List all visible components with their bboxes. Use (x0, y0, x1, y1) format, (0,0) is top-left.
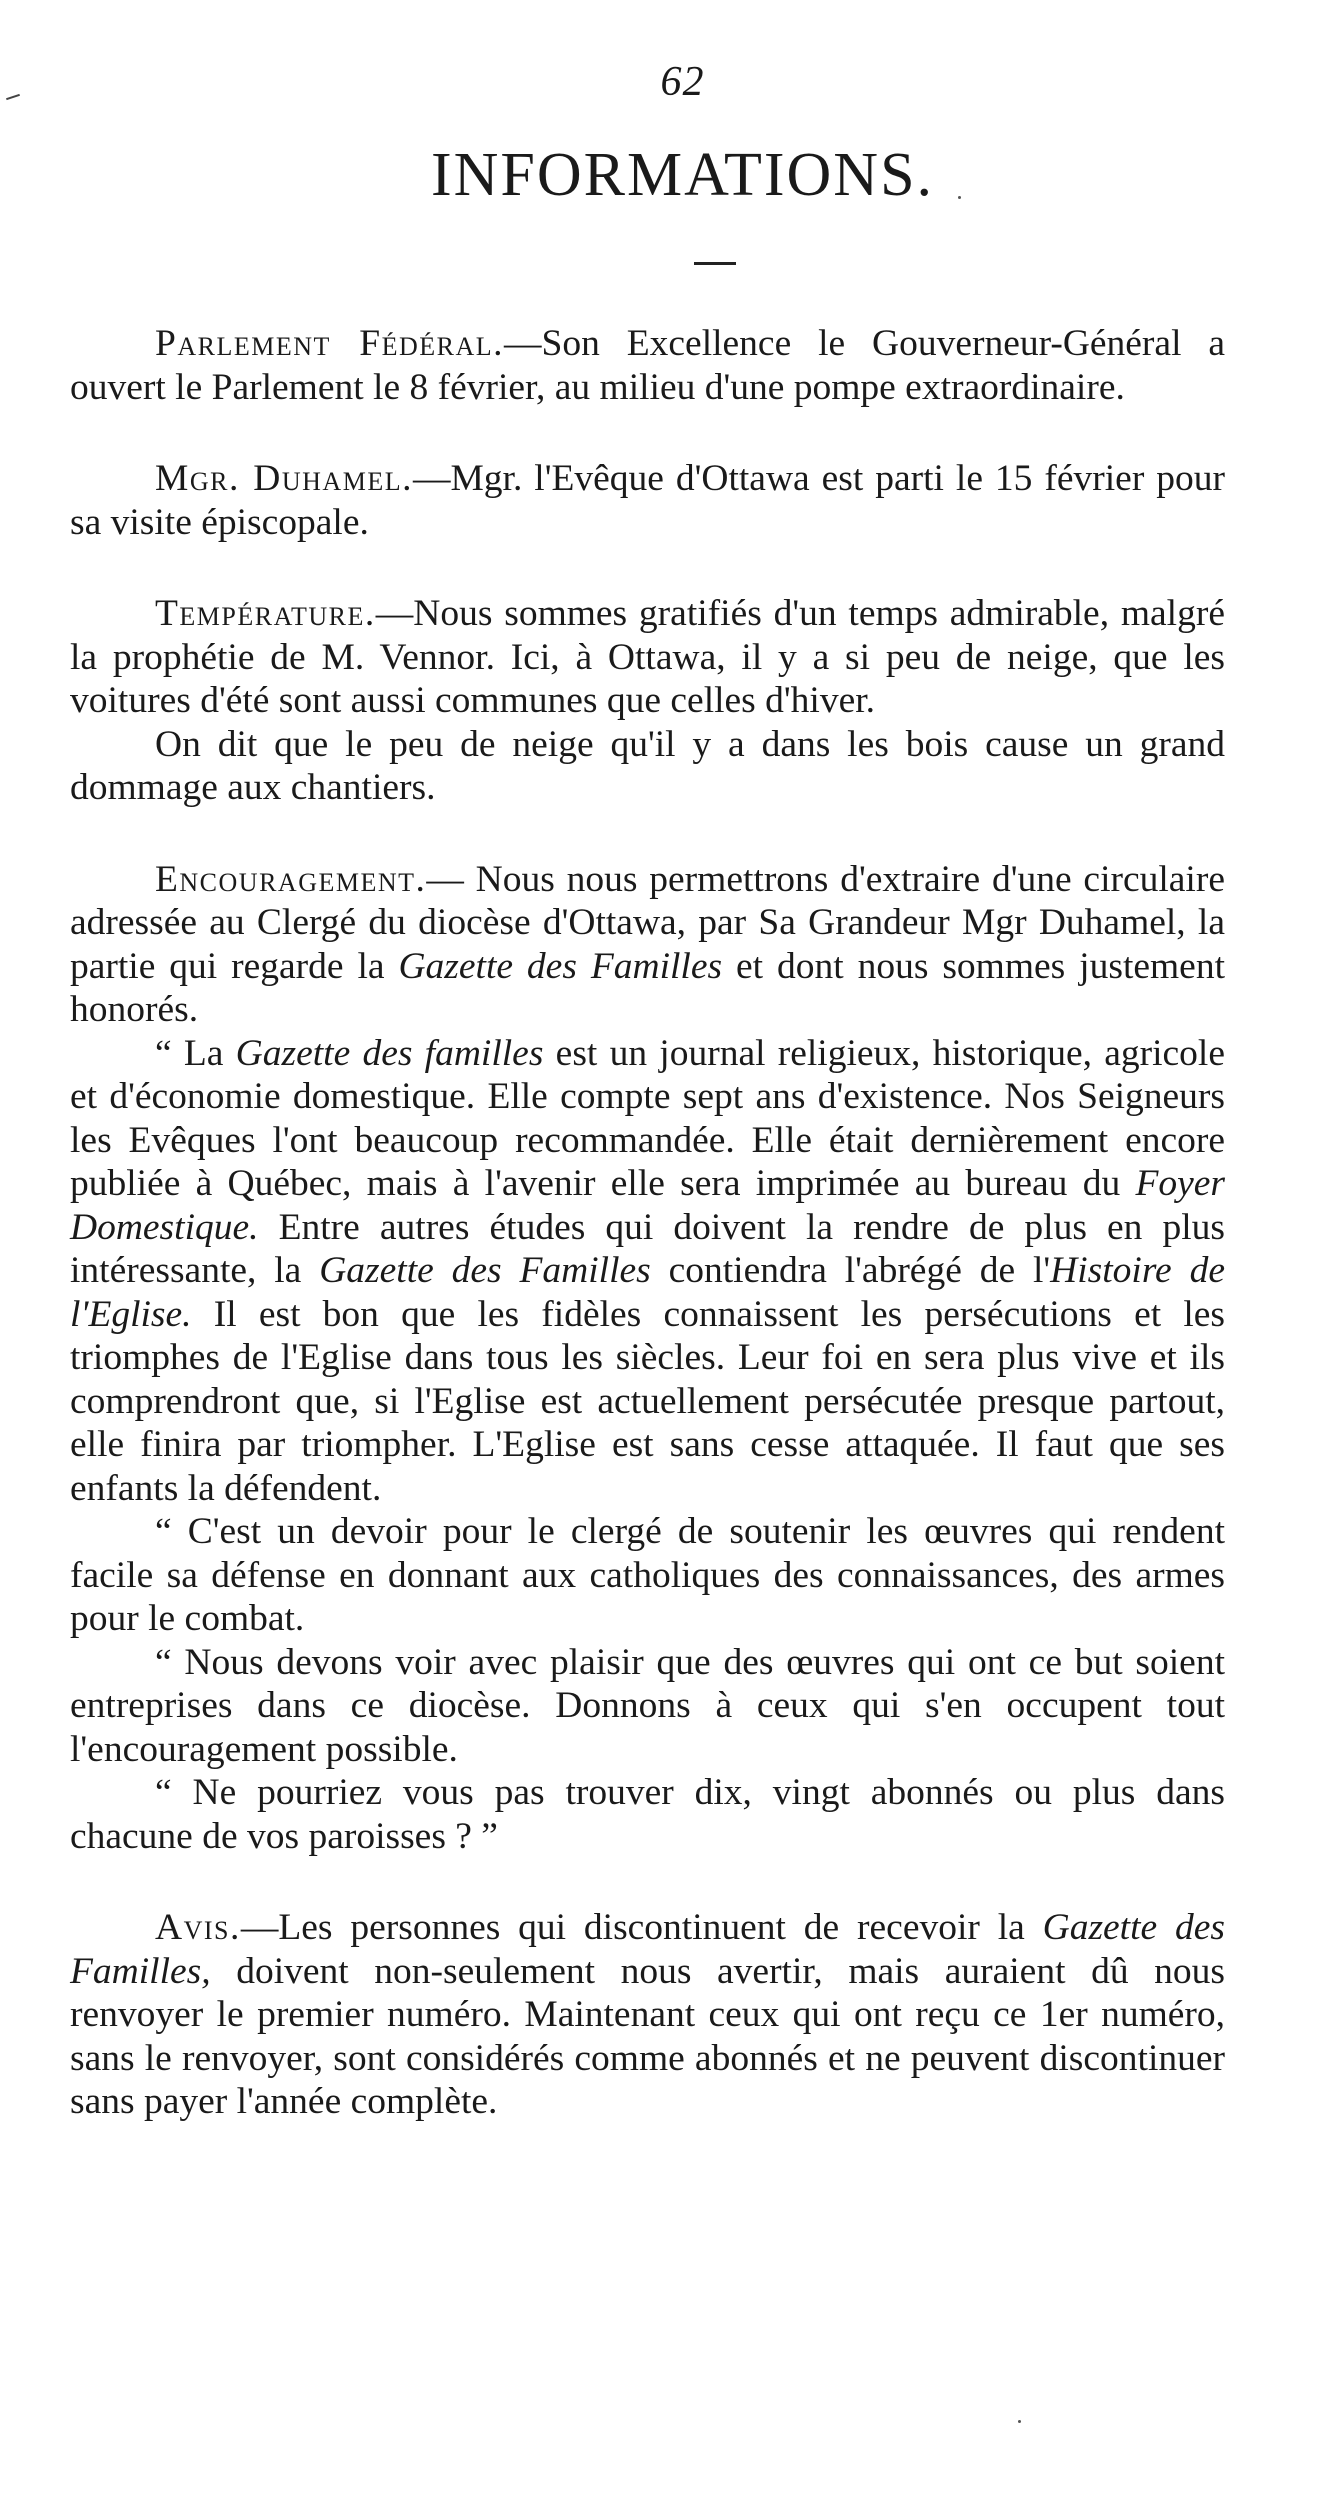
paragraph-lead: Mgr. Duhamel. (155, 458, 413, 499)
title-rule (694, 262, 736, 265)
paragraph-text: contiendra l'abrégé de l' (650, 1250, 1051, 1291)
page-title: INFORMATIONS. (430, 141, 935, 209)
scan-speck (1018, 2420, 1021, 2423)
paragraph-text: On dit que le peu de neige qu'il y a dans les bois cause un grand dommage aux chantiers. (70, 723, 1225, 808)
paragraph-text: est un journal religieux, historique, agricole et d'économie domestique. Elle compte sept ans d'existence. Nos Seigneurs les Evêques l'ont beaucoup recommandée. Elle était dernièrement encore publiée à Québec, mais à l'avenir elle sera imprimée au bureau du (70, 1032, 1225, 1204)
italic-title: Foyer Domestique. (70, 1163, 1225, 1248)
paragraph-parlement (70, 322, 1225, 409)
paragraph-lead: Parlement Fédéral. (155, 323, 505, 364)
article-body (70, 322, 1225, 2124)
paragraph-lead: Avis. (155, 1907, 241, 1948)
scan-mark (6, 94, 20, 100)
paragraph-temperature (70, 592, 1225, 723)
paragraph-text: “ Ne pourriez vous pas trouver dix, vingt abonnés ou plus dans chacune de vos paroisses ? ” (70, 1772, 1225, 1857)
paragraph-text: doivent non-seulement nous avertir, mais auraient dû nous renvoyer le premier numéro. Maintenant ceux qui ont reçu ce 1er numéro, sans le renvoyer, sont considérés comme abonnés et ne peuvent discontinuer sans payer l'année complète. (70, 1950, 1225, 2122)
quote-paragraph-1 (70, 1032, 1225, 1511)
paragraph-text: “ C'est un devoir pour le clergé de soutenir les œuvres qui rendent facile sa défense en donnant aux catholiques des connaissances, des armes pour le combat. (70, 1511, 1225, 1639)
paragraph-text: “ Nous devons voir avec plaisir que des œuvres qui ont ce but soient entreprises dans ce diocèse. Donnons à ceux qui s'en occupent tout l'encouragement possible. (70, 1641, 1225, 1770)
paragraph-duhamel (70, 457, 1225, 544)
paragraph-text: —Les personnes qui discontinuent de recevoir la (240, 1907, 1043, 1948)
paragraph-lead: Encouragement. (155, 858, 427, 900)
paragraph-text: — Nous nous permettrons d'extraire d'une circulaire adressée au Clergé du diocèse d'Ottawa, par Sa Grandeur Mgr Duhamel, la partie qui regarde la (70, 858, 1225, 987)
paragraph-text: et dont nous sommes justement honorés. (70, 945, 1225, 1030)
paragraph-avis (70, 1906, 1225, 2124)
italic-title: Gazette des Familles (398, 945, 723, 987)
page-number: 62 (660, 59, 705, 105)
italic-title: Gazette des Familles (319, 1250, 651, 1291)
paragraph-lead: Température. (155, 593, 376, 634)
quote-paragraph-3 (70, 1641, 1225, 1772)
paragraph-text: —Nous sommes gratifiés d'un temps admirable, malgré la prophétie de M. Vennor. Ici, à Ottawa, il y a si peu de neige, que les voitures d'été sont aussi communes que celles d'hiver. (70, 593, 1225, 721)
italic-title: Histoire de l'Eglise. (70, 1250, 1225, 1335)
paragraph-temperature-cont (70, 723, 1225, 810)
paragraph-text: —Son Excellence le Gouverneur-Général a ouvert le Parlement le 8 février, au milieu d'une pompe extraordinaire. (70, 323, 1225, 408)
paragraph-text: “ La (155, 1032, 236, 1074)
paragraph-encouragement (70, 858, 1225, 1032)
quote-paragraph-2 (70, 1510, 1225, 1641)
paragraph-text: Il est bon que les fidèles connaissent les persécutions et les triomphes de l'Eglise dans tous les siècles. Leur foi en sera plus vive et ils comprendront que, si l'Eglise est actuellement persécutée presque partout, elle finira par triompher. L'Eglise est sans cesse attaquée. Il faut que ses enfants la défendent. (70, 1293, 1225, 1509)
italic-title: Gazette des Familles, (70, 1907, 1225, 1992)
paragraph-text: Entre autres études qui doivent la rendre de plus en plus intéressante, la (70, 1206, 1225, 1291)
quote-paragraph-4 (70, 1771, 1225, 1858)
italic-title: Gazette des familles (235, 1032, 544, 1074)
paragraph-text: —Mgr. l'Evêque d'Ottawa est parti le 15 février pour sa visite épiscopale. (70, 458, 1225, 543)
